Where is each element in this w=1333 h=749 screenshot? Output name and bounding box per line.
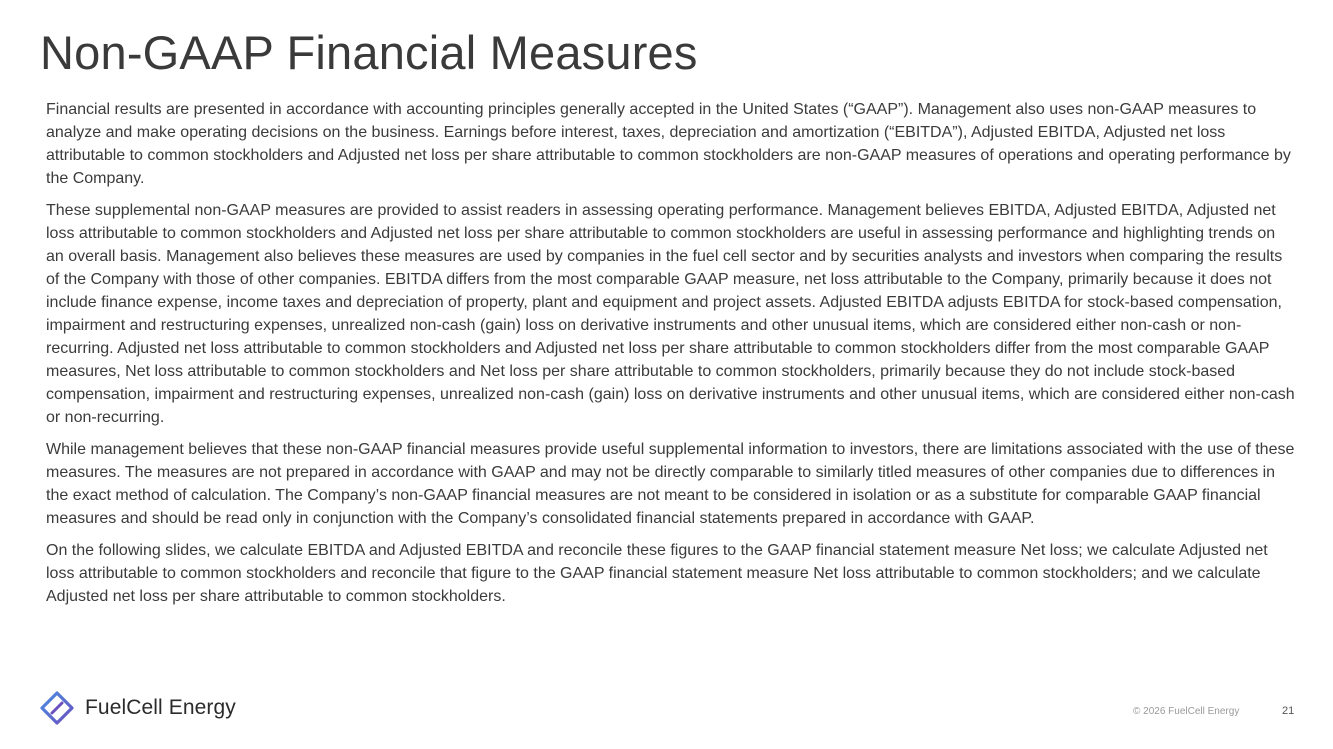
paragraph-following-slides: On the following slides, we calculate EBITDA and Adjusted EBITDA and reconcile these figures to the GAAP financial statement measure Net loss; we calculate Adjusted net loss attributable to common stockholders and reconcile that figure to the GAAP financial statement measure Net loss attributable to common stockholders; and we calculate Adjusted net loss per share attributable to common stockholders. [46, 542, 1268, 605]
logo-wordmark: FuelCell Energy [85, 696, 236, 719]
company-logo [40, 690, 236, 726]
page-number: 21 [1282, 705, 1295, 717]
slide-body [46, 98, 1296, 617]
copyright-notice: © 2026 FuelCell Energy [1133, 706, 1240, 717]
fuelcell-logo-icon [40, 691, 74, 725]
paragraph-limitations: While management believes that these non-GAAP financial measures provide useful supplemental information to investors, there are limitations associated with the use of these measures. The measures are not prepared in accordance with GAAP and may not be directly comparable to similarly titled measures of other companies due to differences in the exact method of calculation. The Company’s non-GAAP financial measures are not meant to be considered in isolation or as a substitute for comparable GAAP financial measures and should be read only in conjunction with the Company’s consolidated financial statements prepared in accordance with GAAP. [46, 441, 1295, 527]
paragraph-gaap-intro: Financial results are presented in accordance with accounting principles generally accepted in the United States (“GAAP”). Management also uses non-GAAP measures to analyze and make operating decisions on the business. Earnings before interest, taxes, depreciation and amortization (“EBITDA”), Adjusted EBITDA, Adjusted net loss attributable to common stockholders and Adjusted net loss per share attributable to common stockholders are non-GAAP measures of operations and operating performance by the Company. [46, 101, 1291, 187]
slide-title: Non-GAAP Financial Measures [40, 26, 698, 79]
paragraph-supplemental-measures: These supplemental non-GAAP measures are provided to assist readers in assessing operating performance. Management believes EBITDA, Adjusted EBITDA, Adjusted net loss attributable to common stockholders and Adjusted net loss per share attributable to common stockholders are useful in assessing performance and highlighting trends on an overall basis. Management also believes these measures are used by companies in the fuel cell sector and by securities analysts and investors when comparing the results of the Company with those of other companies. EBITDA differs from the most comparable GAAP measure, net loss attributable to the Company, primarily because it does not include finance expense, income taxes and depreciation of property, plant and equipment and project assets. Adjusted EBITDA adjusts EBITDA for stock-based compensation, impairment and restructuring expenses, unrealized non-cash (gain) loss on derivative instruments and other unusual items, which are considered either non-cash or non-recurring. Adjusted net loss attributable to common stockholders and Adjusted net loss per share attributable to common stockholders differ from the most comparable GAAP measures, Net loss attributable to common stockholders and Net loss per share attributable to common stockholders, primarily because they do not include stock-based compensation, impairment and restructuring expenses, unrealized non-cash (gain) loss on derivative instruments and other unusual items, which are considered either non-cash or non-recurring. [46, 202, 1295, 426]
